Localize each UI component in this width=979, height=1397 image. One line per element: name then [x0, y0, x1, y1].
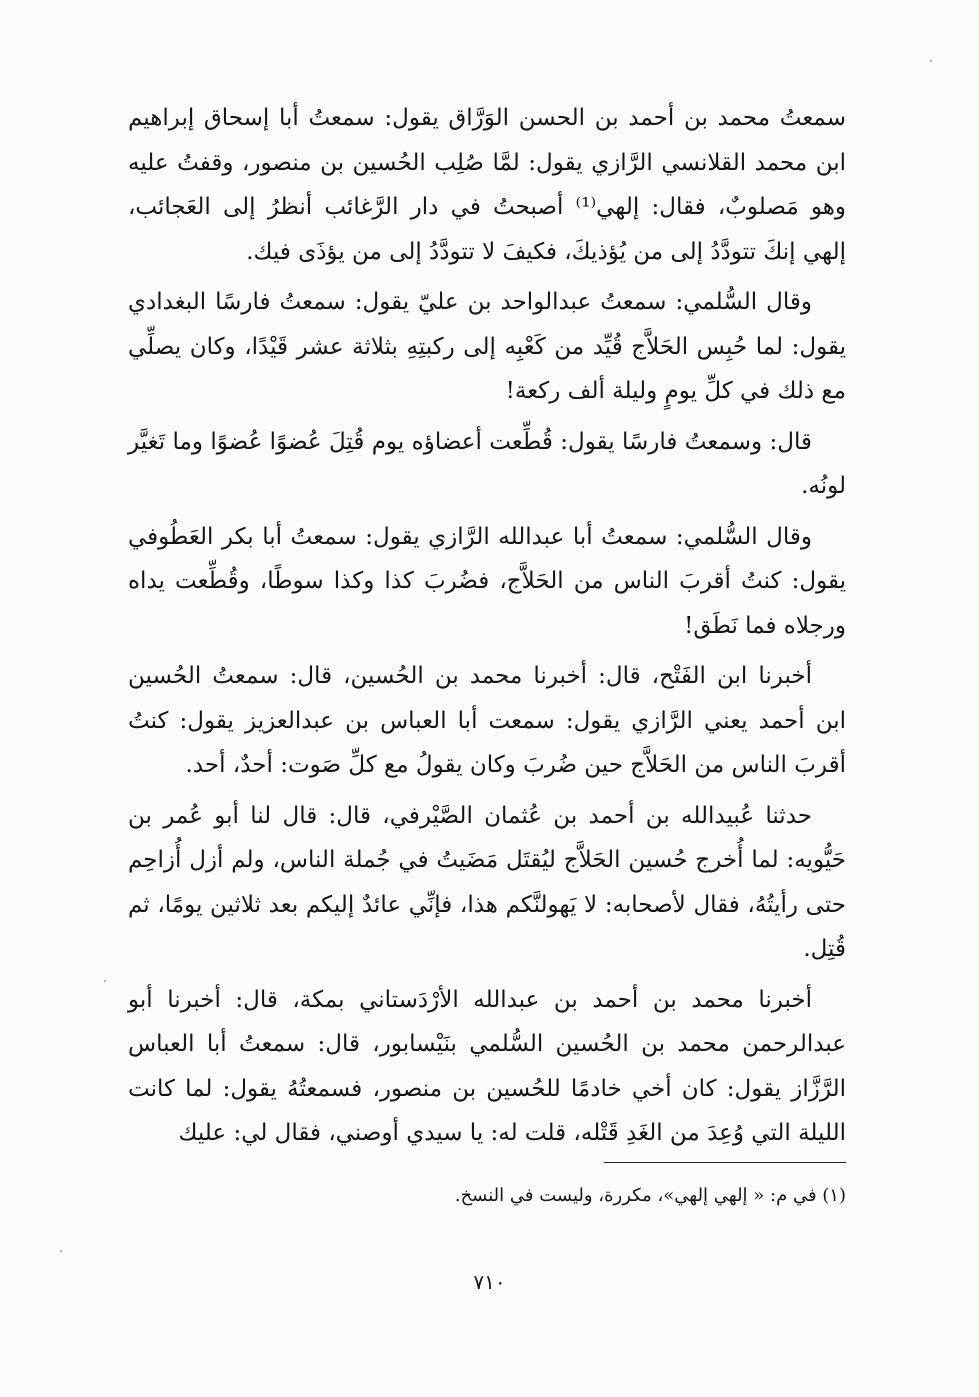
paragraph-1: سمعتُ محمد بن أحمد بن الحسن الوَرَّاق يقول: سمعتُ أبا إسحاق إبراهيم ابن محمد القلانسي الرَّازي يقول: لمَّا صُلِب الحُسين بن منصور، وقفتُ عليه وهو مَصلوبٌ، فقال: إلهي⁽¹⁾ أصبحتُ في دار الرَّغائب أنظرُ إلى العَجائب، إلهي إنكَ تتودَّدُ إلى من يُؤذيكَ، فكيفَ لا تتودَّدُ إلى من يؤذَى فيك.: [128, 105, 846, 265]
page-number: ٧١٠: [473, 1270, 506, 1294]
footnote: (١) في م: « إلهي إلهي»، مكررة، وليست في النسخ.: [454, 1185, 846, 1206]
paragraph-5: أخبرنا ابن الفَتْح، قال: أخبرنا محمد بن الحُسين، قال: سمعتُ الحُسين ابن أحمد يعني الرَّازي يقول: سمعت أبا العباس بن عبدالعزيز يقول: كنتُ أقربَ الناس من الحَلاَّج حين ضُربَ وكان يقولُ مع كلِّ صَوت: أحدٌ، أحد.: [128, 663, 846, 778]
paragraph-7: أخبرنا محمد بن أحمد بن عبدالله الأرْدَستاني بمكة، قال: أخبرنا أبو عبدالرحمن محمد بن الحُسين السُّلمي بنَيْسابور، قال: سمعتُ أبا العباس الرَّزَّاز يقول: كان أخي خادمًا للحُسين بن منصور، فسمعتُهُ يقول: لما كانت الليلة التي وُعِدَ من الغَدِ قَتْله، قلت له: يا سيدي أوصني، فقال لي: عليك: [128, 986, 846, 1146]
paragraph-4: وقال السُّلمي: سمعتُ أبا عبدالله الرَّازي يقول: سمعتُ أبا بكر العَطُوفي يقول: كنتُ أقربَ الناس من الحَلاَّج، فضُربَ كذا وكذا سوطًا، وقُطِّعت يداه ورجلاه فما نَطَق!: [128, 523, 846, 639]
scan-speck: [930, 60, 932, 62]
paragraph-3: قال: وسمعتُ فارسًا يقول: قُطِّعت أعضاؤه يوم قُتِلَ عُضوًا عُضوًا وما تَغيَّر لونُه.: [128, 428, 846, 499]
paragraph-6: حدثنا عُبيدالله بن أحمد بن عُثمان الصَّيْرفي، قال: قال لنا أبو عُمر بن حَيُّويه: لما أُخرج حُسين الحَلاَّج ليُقتَل مَضَيتُ في جُملة الناس، ولم أزل أُزاحِم حتى رأيتُهُ، فقال لأصحابه: لا يَهولنَّكم هذا، فإنِّي عائدٌ إليكم بعد ثلاثين يومًا، ثم قُتِل.: [128, 802, 846, 962]
scan-speck: [104, 980, 106, 982]
scan-speck: [60, 1250, 62, 1252]
footnote-separator: [604, 1162, 846, 1163]
paragraph-2: وقال السُّلمي: سمعتُ عبدالواحد بن عليّ يقول: سمعتُ فارسًا البغدادي يقول: لما حُبِس الحَلاَّج قُيِّد من كَعْبِه إلى ركبتِهِ بثلاثة عشر قَيْدًا، وكان يصلِّي مع ذلك في كلِّ يومٍ وليلة ألف ركعة!: [128, 289, 846, 404]
main-text: [128, 96, 846, 1162]
